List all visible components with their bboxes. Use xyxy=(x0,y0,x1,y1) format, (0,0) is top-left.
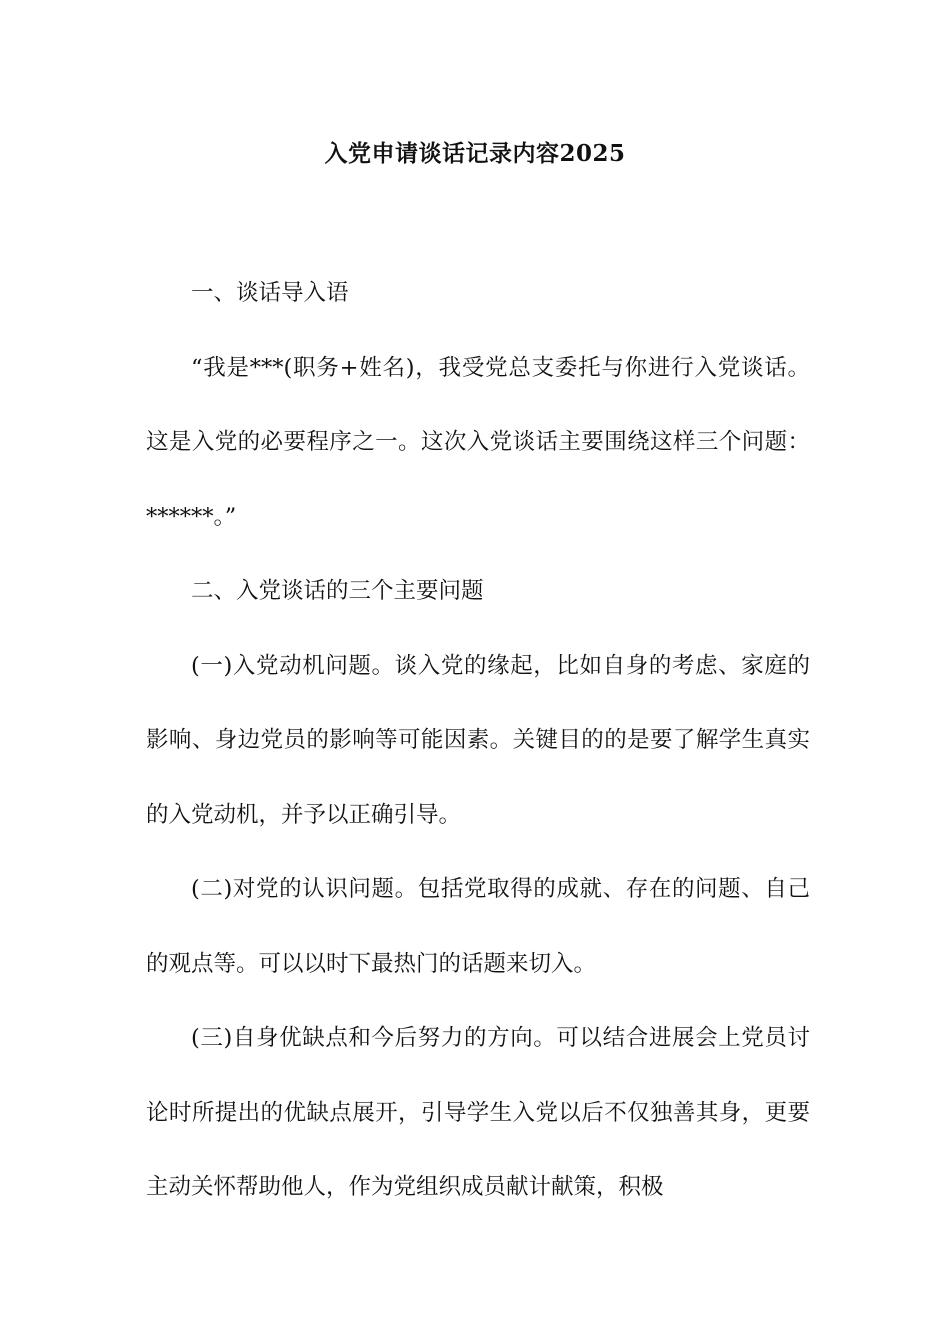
paragraph-question-2: (二)对党的认识问题。包括党取得的成就、存在的问题、自己的观点等。可以以时下最热门的话题来切入。 xyxy=(146,876,810,977)
paragraph-question-3: (三)自身优缺点和今后努力的方向。可以结合进展会上党员讨论时所提出的优缺点展开，引导学生入党以后不仅独善其身，更要主动关怀帮助他人，作为党组织成员献计献策，积极 xyxy=(146,1025,810,1200)
paragraph-question-1: (一)入党动机问题。谈入党的缘起，比如自身的考虑、家庭的影响、身边党员的影响等可能因素。关键目的的是要了解学生真实的入党动机，并予以正确引导。 xyxy=(146,652,810,828)
paragraph-intro-quote: “我是***(职务+姓名)，我受党总支委托与你进行入党谈话。这是入党的必要程序之一。这次入党谈话主要围绕这样三个问题：******。” xyxy=(146,354,810,530)
document-body xyxy=(146,256,810,1225)
section-heading-intro: 一、谈话导入语 xyxy=(191,280,349,306)
document-title: 入党申请谈话记录内容2025 xyxy=(324,140,626,167)
section-heading-main-questions: 二、入党谈话的三个主要问题 xyxy=(191,578,484,604)
